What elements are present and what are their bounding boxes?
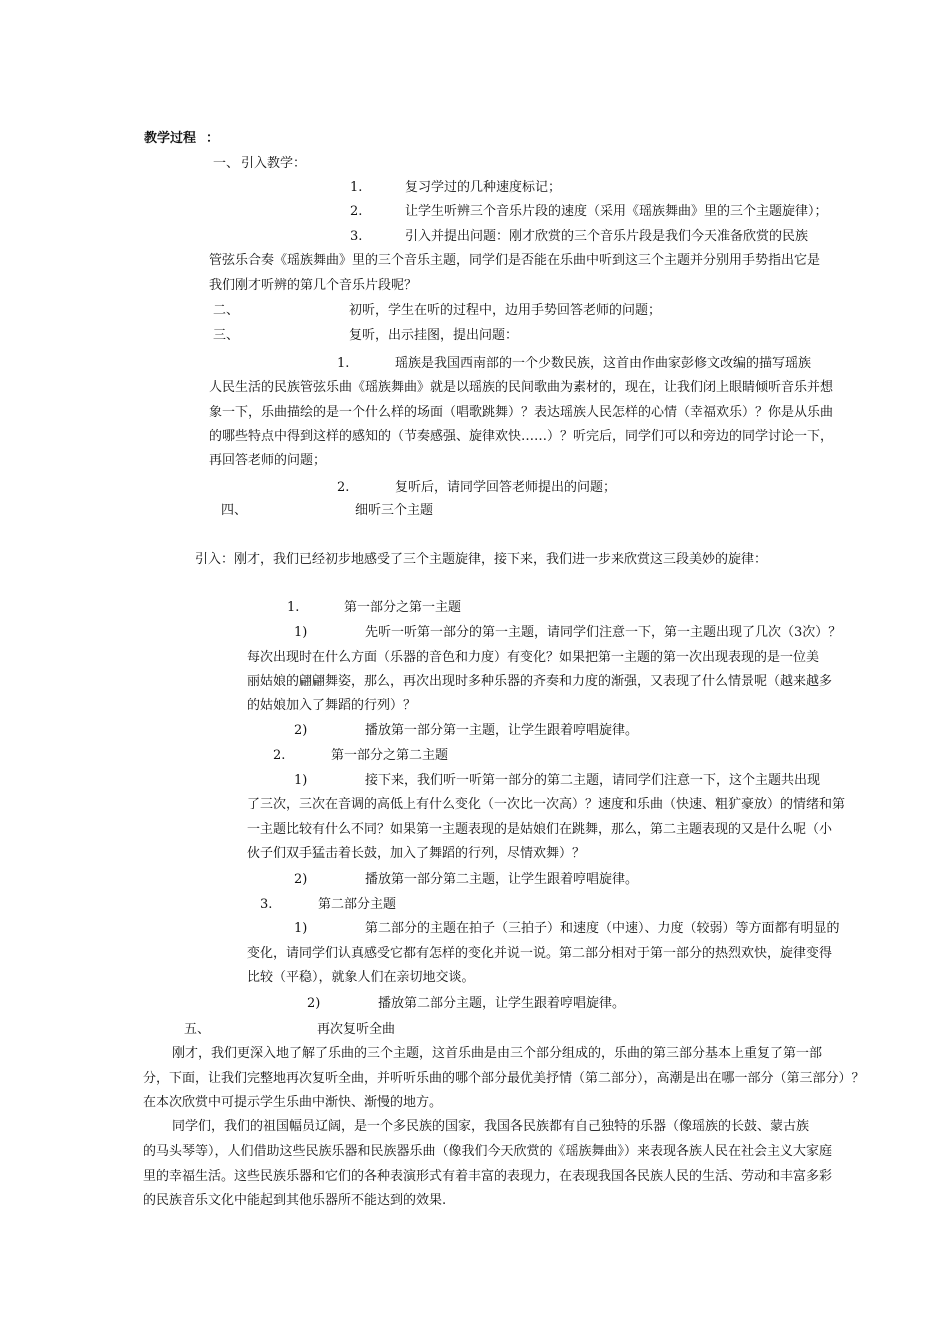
s3-item-1-line-2: 人民生活的民族管弦乐曲《瑶族舞曲》就是以瑶族的民间歌曲为素材的，现在，让我们闭上眼睛倾听音乐并想 [209,380,834,395]
s1-item-1-text: 复习学过的几种速度标记； [405,180,562,195]
s3-item-1-line-1: 瑶族是我国西南部的一个少数民族，这首由作曲家彭修文改编的描写瑶族 [395,356,812,371]
s3-item-1-number: 1. [337,356,350,371]
s1-item-3-number: 3. [350,229,363,244]
s4-intro: 引入：刚才，我们已经初步地感受了三个主题旋律，接下来，我们进一步来欣赏这三段美妙的旋律： [195,552,768,567]
s4-p2-q1-line-2: 了三次，三次在音调的高低上有什么变化（一次比一次高）？速度和乐曲（快速、粗犷豪放）的情绪和第 [247,797,846,812]
section-2-text: 初听，学生在听的过程中，边用手势回答老师的问题； [349,303,662,318]
s5-para-2-line-3: 里的幸福生活。这些民族乐器和它们的各种表演形式有着丰富的表现力，在表现我国各民族人民的生活、劳动和丰富多彩 [143,1169,833,1184]
page-title: 教学过程 [144,131,197,146]
s4-p3-q1-line-2: 变化，请同学们认真感受它都有怎样的变化并说一说。第二部分相对于第一部分的热烈欢快，旋律变得 [247,946,833,961]
s5-para-2-line-2: 的马头琴等），人们借助这些民族乐器和民族器乐曲（像我们今天欣赏的《瑶族舞曲》）来表现各族人民在社会主义大家庭 [143,1144,833,1159]
s3-item-1-line-3: 象一下，乐曲描绘的是一个什么样的场面（唱歌跳舞）？表达瑶族人民怎样的心情（幸福欢乐）？你是从乐曲 [209,405,834,420]
s3-item-2-text: 复听后，请同学回答老师提出的问题； [395,480,617,495]
s4-p1-q2-number: 2) [294,723,308,738]
s5-para-1-line-3: 在本次欣赏中可提示学生乐曲中渐快、渐慢的地方。 [143,1095,443,1110]
s4-p1-q1-line-1: 先听一听第一部分的第一主题，请同学们注意一下，第一主题出现了几次（3次）？ [365,625,842,640]
s4-p2-q2-text: 播放第一部分第二主题，让学生跟着哼唱旋律。 [365,872,639,887]
s4-p1-q2-text: 播放第一部分第一主题，让学生跟着哼唱旋律。 [365,723,639,738]
s4-part-3-title: 第二部分主题 [318,897,397,912]
s4-p3-q1-number: 1) [294,921,308,936]
s4-p3-q1-line-3: 比较（平稳），就象人们在亲切地交谈。 [247,970,475,985]
s4-p1-q1-line-4: 的姑娘加入了舞蹈的行列）？ [247,698,417,713]
s4-p3-q2-number: 2) [307,996,321,1011]
s4-p1-q1-line-3: 丽姑娘的翩翩舞姿，那么，再次出现时多种乐器的齐奏和力度的渐强，又表现了什么情景呢（越来越多 [247,674,833,689]
s4-p1-q1-number: 1) [294,625,308,640]
s4-part-1-number: 1. [287,600,300,615]
s5-para-2-line-4: 的民族音乐文化中能起到其他乐器所不能达到的效果. [143,1193,447,1208]
s4-part-1-title: 第一部分之第一主题 [344,600,462,615]
s1-item-3-line-2: 管弦乐合奏《瑶族舞曲》里的三个音乐主题，同学们是否能在乐曲中听到这三个主题并分别用手势指出它是 [209,253,821,268]
s5-para-1-line-1: 刚才，我们更深入地了解了乐曲的三个主题，这首乐曲是由三个部分组成的，乐曲的第三部分基本上重复了第一部 [172,1046,823,1061]
s1-item-3-line-1: 引入并提出问题：刚才欣赏的三个音乐片段是我们今天准备欣赏的民族 [405,229,809,244]
s1-item-3-line-3: 我们刚才听辨的第几个音乐片段呢？ [209,278,418,293]
s4-p2-q1-line-4: 伙子们双手猛击着长鼓，加入了舞蹈的行列，尽情欢舞）？ [247,846,586,861]
section-3-number: 三、 [213,328,240,343]
s4-p2-q1-line-3: 一主题比较有什么不同？如果第一主题表现的是姑娘们在跳舞，那么，第二主题表现的又是什么呢（小 [247,822,833,837]
section-5-text: 再次复听全曲 [317,1022,396,1037]
s1-item-1-number: 1. [350,180,363,195]
s4-p2-q1-number: 1) [294,773,308,788]
section-5-number: 五、 [184,1022,211,1037]
s3-item-2-number: 2. [337,480,350,495]
s4-part-2-number: 2. [273,748,286,763]
section-3-text: 复听，出示挂图，提出问题： [349,328,519,343]
s4-part-3-number: 3. [260,897,273,912]
s3-item-1-line-5: 再回答老师的问题； [209,453,327,468]
section-1-number: 一、 [213,156,240,171]
section-2-number: 二、 [213,303,240,318]
s3-item-1-line-4: 的哪些特点中得到这样的感知的（节奏感强、旋律欢快……）？听完后，同学们可以和旁边的同学讨论一下， [209,429,834,444]
s1-item-2-number: 2. [350,204,363,219]
s1-item-2-text: 让学生听辨三个音乐片段的速度（采用《瑶族舞曲》里的三个主题旋律）； [405,204,828,219]
s4-p1-q1-line-2: 每次出现时在什么方面（乐器的音色和力度）有变化？如果把第一主题的第一次出现表现的是一位美 [247,650,820,665]
s5-para-1-line-2: 分，下面，让我们完整地再次复听全曲，并听听乐曲的哪个部分最优美抒情（第二部分），高潮是出在哪一部分（第三部分）？ [143,1071,865,1086]
s4-p3-q1-line-1: 第二部分的主题在拍子（三拍子）和速度（中速）、力度（较弱）等方面都有明显的 [365,921,840,936]
section-4-number: 四、 [221,503,248,518]
section-1-title: 引入教学： [241,156,307,171]
s4-p3-q2-text: 播放第二部分主题，让学生跟着哼唱旋律。 [378,996,626,1011]
s4-part-2-title: 第一部分之第二主题 [331,748,449,763]
title-colon: ： [206,131,220,146]
section-4-text: 细听三个主题 [355,503,434,518]
s5-para-2-line-1: 同学们，我们的祖国幅员辽阔，是一个多民族的国家，我国各民族都有自己独特的乐器（像瑶族的长鼓、蒙古族 [172,1119,810,1134]
s4-p2-q1-line-1: 接下来，我们听一听第一部分的第二主题，请同学们注意一下，这个主题共出现 [365,773,821,788]
s4-p2-q2-number: 2) [294,872,308,887]
